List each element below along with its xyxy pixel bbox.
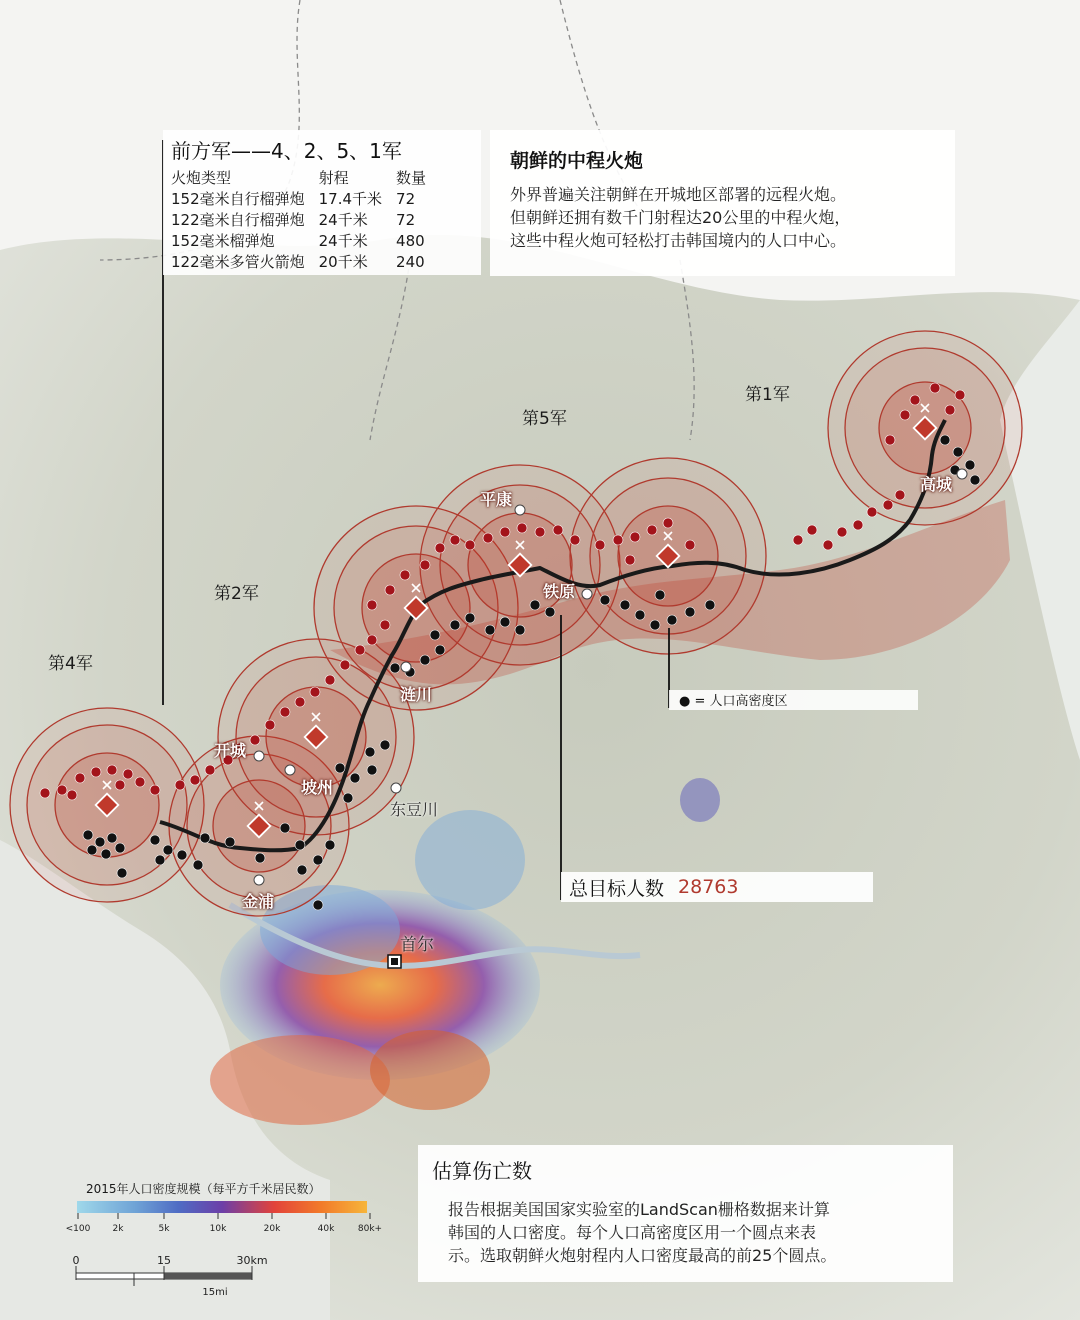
casualty-line: 示。选取朝鲜火炮射程内人口密度最高的前25个圆点。 — [448, 1246, 837, 1265]
table-row — [171, 210, 440, 231]
distance-tick: 30km — [236, 1254, 268, 1267]
artillery-intro-line: 外界普遍关注朝鲜在开城地区部署的远程火炮。 — [510, 185, 847, 204]
artillery-table — [171, 168, 440, 273]
corps-label-2: 第2军 — [214, 584, 259, 604]
city-label-lianchuan: 涟川 — [400, 685, 433, 704]
gun-type: 152毫米榴弹炮 — [171, 232, 275, 250]
corps-label-5: 第5军 — [522, 409, 567, 429]
density-tick: 80k+ — [357, 1224, 383, 1234]
artillery-intro-line: 这些中程火炮可轻松打击韩国境内的人口中心。 — [510, 231, 847, 250]
corps-label-4: 第4军 — [48, 654, 93, 674]
front-army-panel — [163, 130, 481, 275]
artillery-intro-panel — [490, 130, 955, 276]
artillery-intro-line: 但朝鲜还拥有数千门射程达20公里的中程火炮， — [510, 208, 851, 227]
table-row — [171, 189, 440, 210]
gun-range: 17.4千米 — [318, 190, 383, 208]
casualty-panel — [418, 1145, 953, 1282]
gun-count: 72 — [396, 190, 416, 208]
density-tick: 20k — [263, 1224, 281, 1234]
total-targets-panel — [561, 872, 873, 902]
table-header — [171, 168, 440, 189]
gun-range: 20千米 — [318, 253, 368, 271]
density-tick: 10k — [209, 1224, 227, 1234]
density-gradient-bar — [77, 1201, 367, 1213]
dot-legend — [669, 690, 918, 710]
casualty-line: 韩国的人口密度。每个人口高密度区用一个圆点来表 — [448, 1223, 817, 1242]
density-tick: <100 — [65, 1224, 91, 1234]
gun-count: 480 — [396, 232, 425, 250]
col-count: 数量 — [396, 169, 427, 187]
gun-type: 122毫米自行榴弹炮 — [171, 211, 305, 229]
table-row — [171, 231, 440, 252]
city-label-gaocheng: 高城 — [920, 475, 953, 494]
seoul-square-icon — [388, 955, 401, 968]
front-army-title: 前方军——4、2、5、1军 — [171, 139, 402, 163]
casualty-title: 估算伤亡数 — [432, 1159, 532, 1183]
gun-type: 122毫米多管火箭炮 — [171, 253, 305, 271]
density-tick: 5k — [158, 1224, 170, 1234]
city-label-dongdouchuan: 东豆川 — [390, 800, 439, 819]
gun-count: 240 — [396, 253, 425, 271]
total-targets-value: 28763 — [678, 876, 739, 898]
gun-range: 24千米 — [318, 232, 368, 250]
table-row — [171, 252, 440, 273]
col-type: 火炮类型 — [171, 169, 232, 187]
corps-label-1: 第1军 — [745, 385, 790, 405]
distance-tick: 15 — [157, 1254, 171, 1267]
distance-tick: 0 — [72, 1254, 80, 1267]
density-tick: 2k — [112, 1224, 124, 1234]
gun-type: 152毫米自行榴弹炮 — [171, 190, 305, 208]
distance-miles: 15mi — [202, 1287, 228, 1298]
city-label-kaicheng: 开城 — [214, 741, 247, 760]
density-scale-title: 2015年人口密度规模（每平方千米居民数） — [86, 1182, 321, 1196]
gun-range: 24千米 — [318, 211, 368, 229]
city-label-pingkang: 平康 — [480, 490, 513, 509]
city-label-pozhou: 坡州 — [301, 778, 334, 797]
total-targets-label: 总目标人数 — [569, 877, 665, 900]
casualty-line: 报告根据美国国家实验室的LandScan栅格数据来计算 — [448, 1200, 830, 1219]
city-label-shouer: 首尔 — [400, 935, 434, 955]
artillery-intro-title: 朝鲜的中程火炮 — [510, 150, 644, 172]
density-tick: 40k — [317, 1224, 335, 1234]
population-dot-icon: ● = 人口高密度区 — [679, 694, 788, 709]
city-label-tieyuan: 铁原 — [543, 582, 576, 601]
gun-count: 72 — [396, 211, 416, 229]
city-label-jinpu: 金浦 — [242, 892, 275, 911]
col-range: 射程 — [318, 169, 349, 187]
